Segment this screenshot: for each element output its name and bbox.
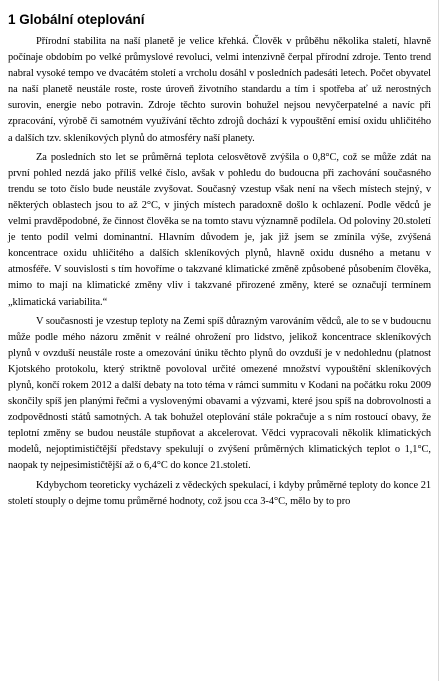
paragraph: Za posledních sto let se průměrná teplota celosvětově zvýšila o 0,8°C, což se může zdát na první pohled nezdá jako příliš velké číslo, avšak v pohledu do budoucna při zachování současného trendu se toto číslo bude neustále zvyšovat. Současný vzestup však není na všech místech stejný, v některých oblastech jsou to až 2°C, v jiných místech paradoxně došlo k ochlazení. Podle vědců je velmi pravděpodobné, že činnost člověka se na tomto stavu významně podílela. Od poloviny 20.století je tento podíl velmi dominantní. Hlavním důvodem je, jak již jsem se zmínila výše, zvýšená koncentrace oxidu uhličitého a dalších skleníkových plynů, hlavně oxidu dusného a metanu v atmosféře. V souvislosti s tím hovoříme o takzvané klimatické změně způsobené působením člověka, mimo to mají na klimatické změny vliv i takzvané přirozené změny, které se označují termínem „klimatická variabilita.“ (8, 151, 431, 308)
paragraph: Kdybychom teoreticky vycházeli z vědeckých spekulací, i kdyby průměrné teploty do konce 21 století stouply o dejme tomu průměrné hodnoty, což jsou cca 3-4°C, mělo by to pro (8, 479, 431, 507)
paragraph: V současnosti je vzestup teploty na Zemi spíš důrazným varováním vědců, ale to se v budoucnu může podle mého názoru změnit v reálné ohrožení pro lidstvo, jelikož koncentrace skleníkových plynů v ovzduší neustále roste a omezování úniku těchto plynů do ovzduší je v nedohlednu (platnost Kjotského protokolu, který striktně povoloval určité omezené množství vypouštění skleníkových plynů, končí rokem 2012 a další debaty na toto téma v rámci summitu v Kodani na počátku roku 2009 skončily spíš jen planými řečmi a vyslovenými obavami a výzvami, které jsou spíš na dobrovolnosti a zodpovědnosti států samotných. A tak bohužel oteplování stále pokračuje a s ním rostoucí obavy, že teplotní změny se budou neustále stupňovat a akcelerovat. Vědci vypracovali několik klimatických modelů, nejoptimističtější představy spekulují o zvýšení průměrných klimatických teplot o 1,1°C, naopak ty nejpesimističtější až o 6,4°C do konce 21.století. (8, 315, 431, 472)
document-content[interactable] (8, 11, 431, 513)
chapter-heading: 1 Globální oteplování (8, 12, 145, 27)
paragraph: Přírodní stabilita na naší planetě je velice křehká. Člověk v průběhu několika staletí, hlavně počínaje obdobím po velké průmyslové revoluci, velmi intenzivně čerpal přírodní zdroje. Tento trend nabral vysoké tempo ve dvacátém století a vrcholu dosáhl v posledních padesáti letech. Počet obyvatel na naší planetě neustále roste, roste úroveň životního standardu a tím i spotřeba ať už nerostných surovin, energie nebo potravin. Zdroje těchto surovin bohužel nejsou nevyčerpatelné a navíc při zpracování, výrobě či samotném využívání těchto zdrojů dochází k vypouštění emisí oxidu uhličitého a dalších tzv. skleníkových plynů do atmosféry naší planety. (8, 36, 431, 144)
